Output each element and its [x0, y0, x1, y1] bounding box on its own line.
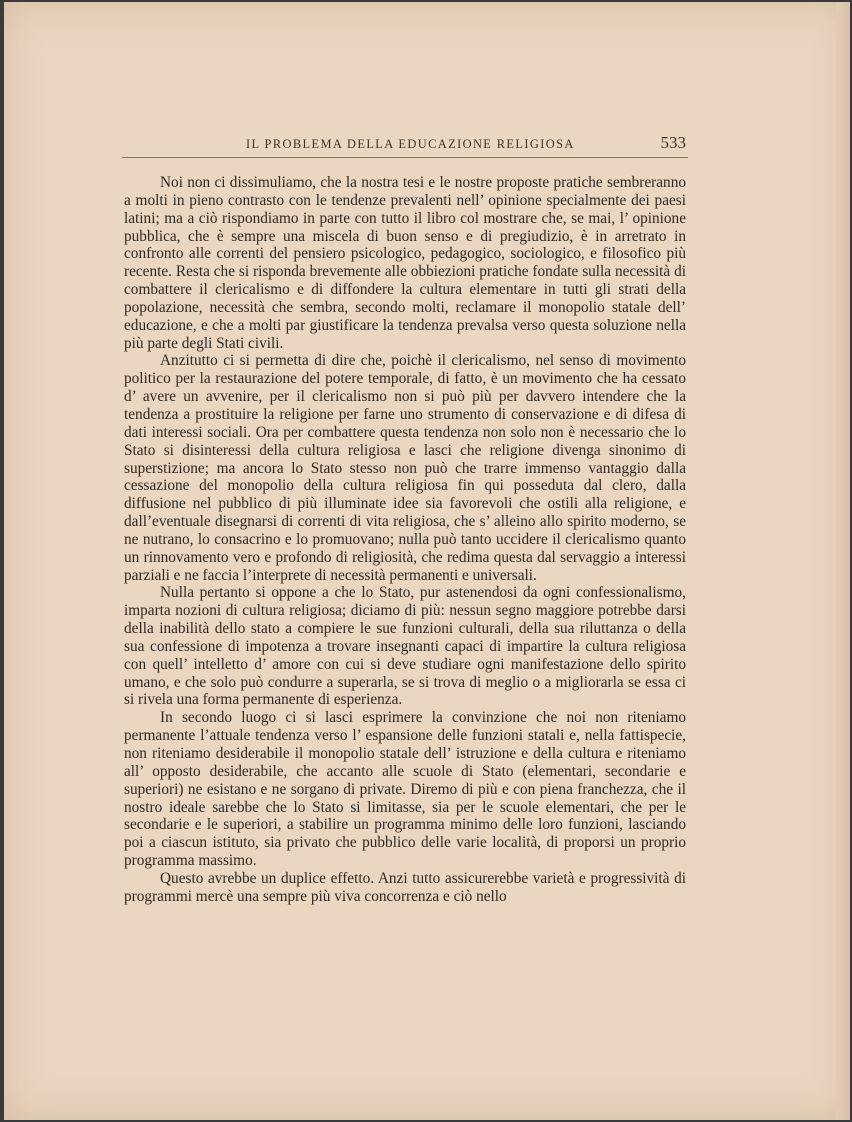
running-head	[122, 135, 688, 158]
paragraph: In secondo luogo ci si lasci esprimere la convinzione che noi non riteniamo permanente l’attuale tendenza verso l’ espansione delle funzioni statali e, nella fattispecie, non riteniamo desiderabile il monopolio statale dell’ istruzione e della cultura e riteniamo all’ opposto desiderabile, che accanto alle scuole di Stato (elementari, secondarie e superiori) ne esistano e ne sorgano di private. Diremo di più e con piena franchezza, che il nostro ideale sarebbe che lo Stato si limitasse, sia per le scuole elementari, che per le secondarie e le superiori, a stabilire un programma minimo delle loro funzioni, lasciando poi a ciascun istituto, sia privato che pubblico delle varie località, di proporsi un proprio programma massimo.	[124, 709, 686, 870]
paragraph: Nulla pertanto si oppone a che lo Stato, pur astenendosi da ogni confessionalismo, imparta nozioni di cultura religiosa; diciamo di più: nessun segno maggiore potrebbe darsi della inabilità dello stato a compiere le sue funzioni culturali, della sua riluttanza o della sua confessione di impotenza a trovare insegnanti capaci di impartire la cultura religiosa con quell’ intelletto d’ amore con cui si deve studiare ogni manifestazione dello spirito umano, e che solo può condurre a superarla, se si trova di meglio o a migliorarla se essa ci si rivela una forma permanente di esperienza.	[124, 584, 686, 709]
book-page	[4, 2, 850, 1120]
paragraph: Questo avrebbe un duplice effetto. Anzi tutto assicurerebbe varietà e progressività di programmi mercè una sempre più viva concorrenza e ciò nello	[124, 869, 686, 905]
body-text	[124, 174, 686, 906]
running-title: IL PROBLEMA DELLA EDUCAZIONE RELIGIOSA	[246, 137, 575, 151]
paragraph: Noi non ci dissimuliamo, che la nostra tesi e le nostre proposte pratiche sembreranno a molti in pieno contrasto con le tendenze prevalenti nell’ opinione specialmente dei paesi latini; ma a ciò rispondiamo in parte con tutto il libro col mostrare che, se mai, l’ opinione pubblica, che è sempre una miscela di buon senso e di pregiudizio, è in arretrato in confronto alle correnti del pensiero psicologico, pedagogico, sociologico, e filosofico più recente. Resta che si risponda brevemente alle obbiezioni pratiche fondate sulla necessità di combattere il clericalismo e di diffondere la cultura elementare in tutti gli strati della popolazione, necessità che sembra, secondo molti, reclamare il monopolio statale dell’ educazione, e che a molti par giustificare la tendenza prevalsa verso questa soluzione nella più parte degli Stati civili.	[124, 174, 686, 352]
paragraph: Anzitutto ci si permetta di dire che, poichè il clericalismo, nel senso di movimento politico per la restaurazione del potere temporale, di fatto, è un movimento che ha cessato d’ avere un avvenire, per il clericalismo non si può più per davvero intendere che la tendenza a prostituire la religione per farne uno strumento di conservazione e di difesa di dati interessi sociali. Ora per combattere questa tendenza non solo non è necessario che lo Stato si disinteressi della cultura religiosa e lasci che religione divenga sinonimo di superstizione; ma ancora lo Stato stesso non può che trarre immenso vantaggio dalla cessazione del monopolio della cultura religiosa fin qui posseduta dal clero, dalla diffusione nel pubblico di più illuminate idee sia favorevoli che ostili alla religione, e dall’eventuale disegnarsi di correnti di vita religiosa, che s’ alleino allo spirito moderno, se ne nutrano, lo consacrino e lo promuovano; nulla può tanto uccidere il clericalismo quanto un rinnovamento vero e profondo di religiosità, che redima questa dal servaggio a interessi parziali e ne faccia l’interprete di necessità permanenti e universali.	[124, 352, 686, 584]
page-number: 533	[660, 133, 686, 152]
